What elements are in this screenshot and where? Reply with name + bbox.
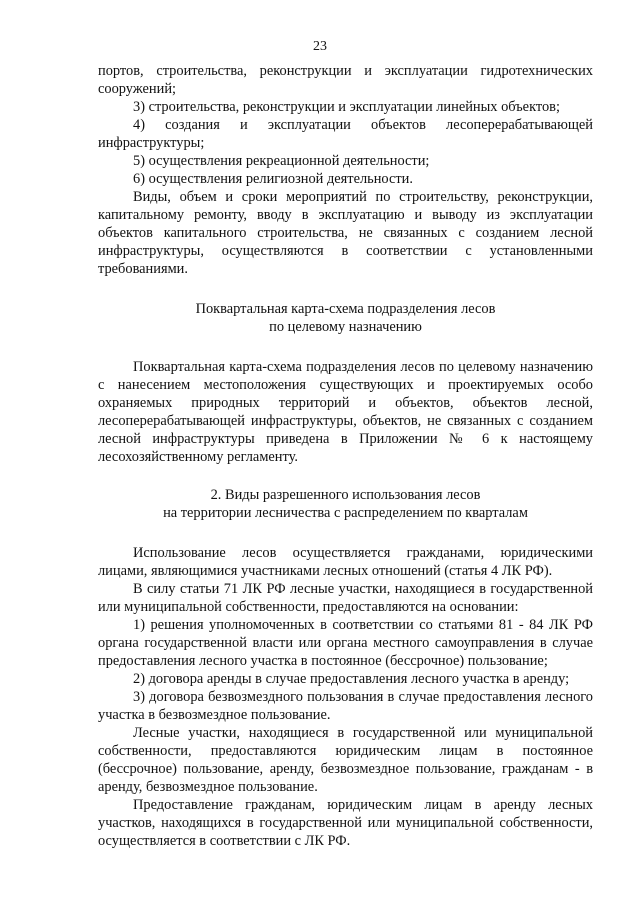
list-item-4: 4) создания и эксплуатации объектов лесоперерабатывающей инфраструктуры; (98, 117, 593, 151)
page-number: 23 (313, 39, 327, 54)
document-body (98, 62, 593, 850)
paragraph-article-71: В силу статьи 71 ЛК РФ лесные участки, находящиеся в государственной или муниципальной собственности, предоставляются на основании: (98, 581, 593, 615)
paragraph-map: Поквартальная карта-схема подразделения лесов по целевому назначению с нанесением местоположения существующих и проектируемых особо охраняемых природных территорий и объектов, объектов лесной, лесоперерабатывающей инфраструктуры, объектов, не связанных с созданием лесной инфраструктуры приведена в Приложении № 6 к настоящему лесохозяйственному регламенту. (98, 359, 593, 465)
paragraph-continuation: портов, строительства, реконструкции и эксплуатации гидротехнических сооружений; (98, 63, 593, 97)
section-heading-use-line2: на территории лесничества с распределением по кварталам (163, 505, 528, 521)
list-item-5: 5) осуществления рекреационной деятельности; (133, 153, 430, 169)
list-item-3: 3) строительства, реконструкции и эксплуатации линейных объектов; (133, 99, 560, 115)
paragraph-provision: Предоставление гражданам, юридическим лицам в аренду лесных участков, находящихся в государственной или муниципальной собственности, осуществляется в соответствии с ЛК РФ. (98, 797, 593, 849)
paragraph-forest-plots: Лесные участки, находящиеся в государственной или муниципальной собственности, предоставляются юридическим лицам в постоянное (бессрочное) пользование, аренду, безвозмездное пользование, гражданам - в аренду, безвозмездное пользование. (98, 725, 593, 795)
section-heading-map-line1: Поквартальная карта-схема подразделения лесов (195, 301, 496, 317)
section-heading-use-line1: 2. Виды разрешенного использования лесов (210, 487, 481, 503)
section-heading-map-line2: по целевому назначению (269, 319, 422, 335)
paragraph-construction: Виды, объем и сроки мероприятий по строительству, реконструкции, капитальному ремонту, вводу в эксплуатацию и выводу из эксплуатации объектов капитального строительства, не связанных с созданием лесной инфраструктуры, осуществляются в соответствии с установленными требованиями. (98, 189, 593, 277)
list-item-free-use: 3) договора безвозмездного пользования в случае предоставления лесного участка в безвозмездное пользование. (98, 689, 593, 723)
list-item-6: 6) осуществления религиозной деятельности. (133, 171, 413, 187)
list-item-lease: 2) договора аренды в случае предоставления лесного участка в аренду; (133, 671, 570, 687)
paragraph-use: Использование лесов осуществляется гражданами, юридическими лицами, являющимися участниками лесных отношений (статья 4 ЛК РФ). (98, 545, 593, 579)
list-item-decision: 1) решения уполномоченных в соответствии со статьями 81 - 84 ЛК РФ органа государственной власти или органа местного самоуправления в случае предоставления лесного участка в постоянное (бессрочное) пользование; (98, 617, 593, 669)
